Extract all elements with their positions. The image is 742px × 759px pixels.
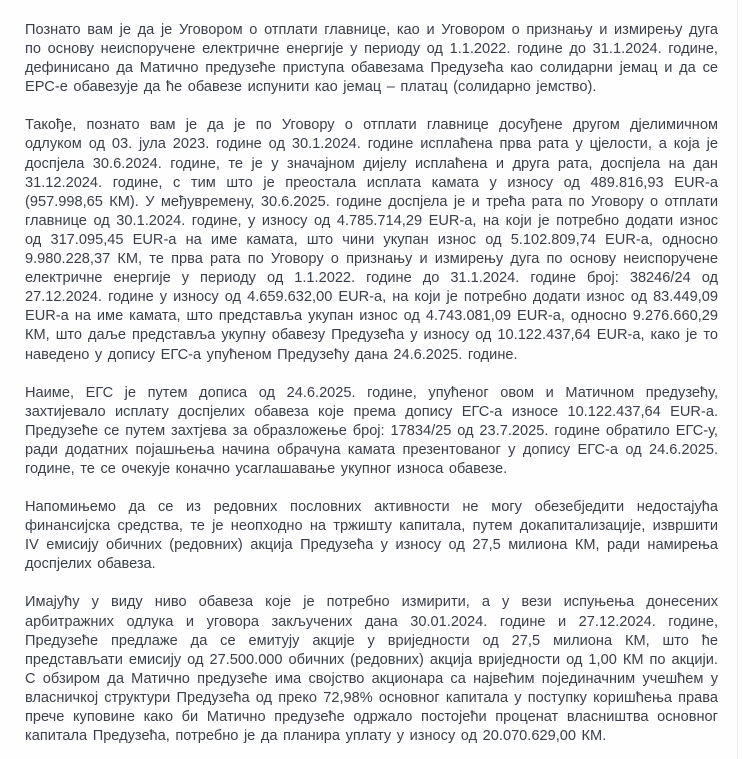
paragraph-installments-detail: Такође, познато вам је да је по Уговору о отплати главнице досуђене другом дјелимичном одлуком од 03. јула 2023. године од 30.1.2024. године исплаћена прва рата у цјелости, а која је доспјела 30.6.2024. године, те је у значајном дијелу исплаћена и друга рата, доспјела на дан 31.12.2024. године, с тим што је преостала исплата камата у износу од 489.816,93 EUR-а (957.998,65 КМ). У међувремену, 30.6.2025. године доспјела је и трећа рата по Уговору о отплати главнице од 30.1.2024. године, у износу од 4.785.714,29 EUR-а, на који је потребно додати износ од 317.095,45 EUR-а на име камата, што чини укупан износ од 5.102.809,74 EUR-а, односно 9.980.228,37 КМ, те прва рата по Уговору о признању и измирењу дуга по основу неиспоручене електричне енергије у периоду од 1.1.2022. године до 31.1.2024. године број: 38246/24 од 27.12.2024. године у износу од 4.659.632,00 EUR-а, на који је потребно додати износ од 83.449,09 EUR-а на име камата, што представља укупан износ од 4.743.081,09 EUR-а, односно 9.276.660,29 КМ, што даље представља укупну обавезу Предузећа у износу од 10.122.437,64 EUR-а, како је то наведено у допису ЕГС-а упућеном Предузећу дана 24.6.2025. године. bbox=[25, 117, 718, 363]
paragraph-capital-market-note: Напомињемо да се из редовних пословних активности не могу обезебједити недостајућа финансијска средства, те је неопходно на тржишту капитала, путем докапитализације, извршити IV емисију обичних (редовних) акција Предузећа у износу од 27,5 милиона КМ, ради намирења доспјелих обавеза. bbox=[25, 499, 718, 573]
paragraph-guarantee-intro: Познато вам је да је Уговором о отплати главнице, као и Уговором о признању и измирењу дуга по основу неиспоручене електричне енергије у периоду од 1.1.2022. године до 31.1.2024. године, дефинисано да Матично предузеће приступа обавезама Предузећа као солидарни јемац и да се ЕРС-е обавезује да ће обавезе испунити као јемац – платац (солидарно јемство). bbox=[25, 22, 718, 96]
paragraph-share-emission-proposal: Имајућу у виду ниво обавеза које је потребно измирити, а у вези испуњења донесених арбитражних одлука и уговора закључених дана 30.01.2024. године и 27.12.2024. године, Предузеће предлаже да се емитују акције у вриједности од 27,5 милиона КМ, што ће представљати емисију од 27.500.000 обичних (редовних) акција вриједности од 1,00 КМ по акцији. С обзиром да Матично предузеће има својство акционара са највећим појединачним учешћем у власничкој структури Предузећа од преко 72,98% основног капитала у поступку коришћења права прече куповине како би Матично предузеће одржало постојећи проценат власништва основног капитала Предузећа, потребно је да планира уплату у износу од 20.070.629,00 КМ. bbox=[25, 594, 718, 745]
document-body bbox=[25, 21, 718, 746]
paragraph-egs-request: Наиме, ЕГС је путем дописа од 24.6.2025. године, упућеног овом и Матичном предузећу, захтијевало исплату доспјелих обавеза које према допису ЕГС-а износе 10.122.437,64 EUR-а. Предузеће се путем захтјева за образложење број: 17834/25 од 23.7.2025. године обратило ЕГС-у, ради додатних појашњења начина обрачуна камата презентованог у допису ЕГС-а од 24.6.2025. године, те се очекује коначно усаглашавање укупног износа обавезе. bbox=[25, 384, 718, 477]
scan-edge-line bbox=[737, 0, 738, 759]
